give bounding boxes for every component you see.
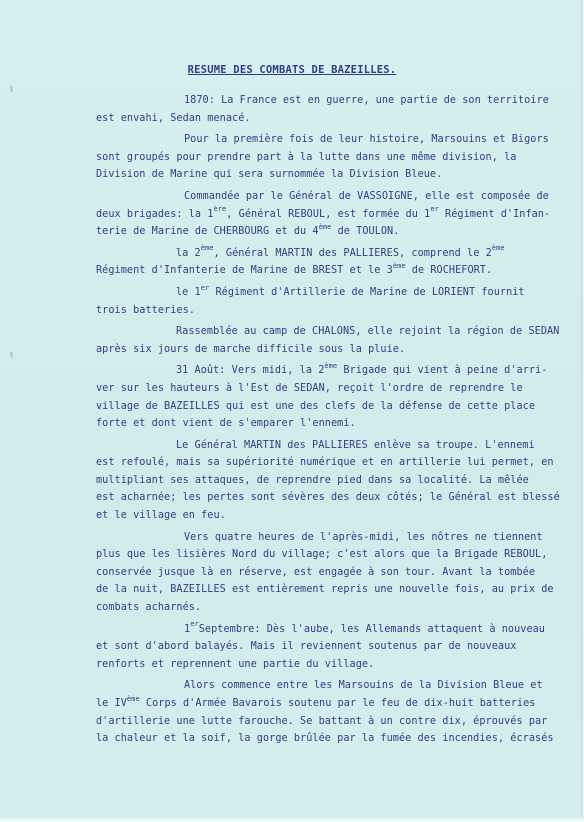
text-line (96, 284, 546, 302)
superscript: ère (213, 205, 227, 214)
superscript: er (200, 283, 210, 292)
paragraph (96, 529, 554, 617)
text-segment: trois batteries. (96, 304, 195, 316)
text-line (96, 656, 546, 674)
text-line (96, 546, 546, 564)
text-line (96, 262, 546, 280)
text-segment: le IV (96, 698, 127, 709)
text-segment: est envahi, Sedan menacé. (96, 112, 251, 124)
text-segment: de TOULON. (331, 226, 400, 238)
paragraph (96, 362, 546, 432)
text-segment: Alors commence entre les Marsouins de la Division Bleue et (184, 680, 543, 692)
paragraph (96, 437, 560, 525)
text-segment: Septembre: Dès l'aube, les Allemands attaquent à nouveau (198, 623, 545, 635)
text-segment: terie de Marine de CHERBOURG et du 4 (96, 226, 319, 238)
text-segment: , Général MARTIN des PALLIERES, comprend le 2 (213, 247, 492, 259)
text-line (96, 730, 554, 748)
text-segment: Corps d'Armée Bavarois soutenu par le feu de dix-huit batteries (139, 698, 536, 709)
text-segment: et le village en feu. (96, 510, 226, 522)
document-title: RESUME DES COMBATS DE BAZEILLES. (187, 64, 397, 76)
superscript: ème (200, 244, 214, 253)
text-segment: conservée jusque là en réserve, est engagée à son tour. Avant la tombée (96, 566, 536, 578)
text-segment: forte et dont vient de s'emparer l'ennemi. (96, 418, 356, 430)
text-segment: Brigade qui vient à peine d'arri- (337, 365, 548, 377)
text-line (96, 92, 549, 110)
paragraph (96, 284, 546, 319)
text-line (96, 454, 554, 472)
superscript: er (190, 620, 199, 629)
text-segment: 31 Août: Vers midi, la 2 (176, 365, 325, 377)
text-line (96, 599, 546, 617)
text-line (96, 302, 546, 320)
text-segment: ver sur les hauteurs à l'Est de SEDAN, reçoit l'ordre de reprendre le (96, 382, 523, 394)
text-line (96, 677, 546, 695)
text-segment: Pour la première fois de leur histoire, Marsouins et Bigors (184, 134, 549, 146)
text-line (96, 398, 546, 416)
paragraph (96, 92, 549, 127)
text-segment: la chaleur et la soif, la gorge brûlée par la fumée des incendies, écrasés (96, 733, 554, 745)
paragraph (96, 188, 551, 241)
text-segment: village de BAZEILLES qui est une des clefs de la défense de cette place (96, 400, 536, 412)
text-segment: de ROCHEFORT. (405, 265, 493, 277)
text-line (96, 131, 549, 149)
text-segment: Régiment d'Infan- (438, 208, 551, 220)
text-segment: combats acharnés. (96, 602, 202, 614)
text-segment: le 1 (176, 286, 201, 298)
superscript: er (430, 205, 439, 214)
superscript: ème (392, 261, 406, 270)
text-segment: , Général REBOUL, est formée du 1 (226, 208, 431, 220)
text-segment: 1 (184, 623, 191, 635)
superscript: ème (126, 694, 140, 703)
paragraph (96, 131, 549, 184)
text-line (96, 472, 546, 490)
paragraph-gap (96, 748, 546, 752)
text-line (96, 489, 560, 507)
text-segment: de la nuit, BAZEILLES est entièrement repris une nouvelle fois, au prix de (96, 584, 554, 596)
text-line (96, 564, 546, 582)
text-segment: Le Général MARTIN des PALLIERES enlève sa troupe. L'ennemi (176, 439, 535, 451)
text-line (96, 223, 546, 241)
text-line (96, 166, 546, 184)
text-segment: plus que les lisières Nord du village; c'est alors que la Brigade REBOUL, (96, 549, 548, 561)
text-line (96, 110, 546, 128)
punch-hole-mark (10, 86, 13, 92)
text-segment: sont groupés pour prendre part à la lutte dans une même division, la (96, 151, 517, 163)
text-segment: la 2 (176, 247, 201, 259)
superscript: ème (324, 361, 338, 370)
text-segment: d'artillerie une lutte farouche. Se battant à un contre dix, éprouvés par (96, 715, 548, 727)
text-segment: 1870: La France est en guerre, une partie de son territoire (184, 95, 549, 106)
text-line (96, 323, 560, 341)
text-line (96, 529, 546, 547)
text-line (96, 638, 546, 656)
text-segment: deux brigades: la 1 (96, 208, 214, 220)
paragraph (96, 621, 546, 674)
text-line (96, 341, 546, 359)
paragraph (96, 245, 546, 280)
text-segment: après six jours de marche difficile sous la pluie. (96, 343, 406, 355)
text-line (96, 188, 549, 206)
text-line (96, 695, 546, 713)
paragraph (96, 323, 560, 358)
text-segment: et sont d'abord balayés. Mais il reviennent soutenus par de nouveaux (96, 641, 517, 653)
text-segment: Vers quatre heures de l'après-midi, les nôtres ne tiennent (184, 531, 543, 543)
superscript: ème (318, 222, 332, 231)
text-segment: Rassemblée au camp de CHALONS, elle rejoint la région de SEDAN (176, 326, 560, 338)
punch-hole-mark (10, 352, 13, 358)
text-line (96, 713, 546, 731)
text-line (96, 581, 554, 599)
text-line (96, 415, 546, 433)
text-line (96, 621, 546, 639)
text-segment: est refoulé, mais sa supériorité numérique et en artillerie lui permet, en (96, 457, 554, 469)
paragraph (96, 677, 554, 747)
page-edge (0, 816, 584, 822)
text-line (96, 437, 546, 455)
text-segment: renforts et reprennent une partie du village. (96, 658, 375, 670)
text-segment: Régiment d'Artillerie de Marine de LORIENT fournit (209, 286, 525, 298)
text-segment: Régiment d'Infanterie de Marine de BREST et le 3 (96, 265, 393, 277)
text-line (96, 380, 546, 398)
text-segment: est acharnée; les pertes sont sévères des deux côtés; le Général est blessé (96, 492, 560, 504)
text-segment: Division de Marine qui sera surnommée la Division Bleue. (96, 169, 443, 181)
text-segment: multipliant ses attaques, de reprendre pied dans sa localité. La mêlée (96, 474, 529, 486)
text-line (96, 205, 551, 224)
text-segment: Commandée par le Général de VASSOIGNE, elle est composée de (184, 190, 549, 202)
text-line (96, 362, 546, 380)
text-line (96, 507, 546, 525)
text-line (96, 149, 546, 167)
text-line (96, 245, 546, 263)
document-body (96, 92, 560, 752)
superscript: ème (491, 244, 505, 253)
